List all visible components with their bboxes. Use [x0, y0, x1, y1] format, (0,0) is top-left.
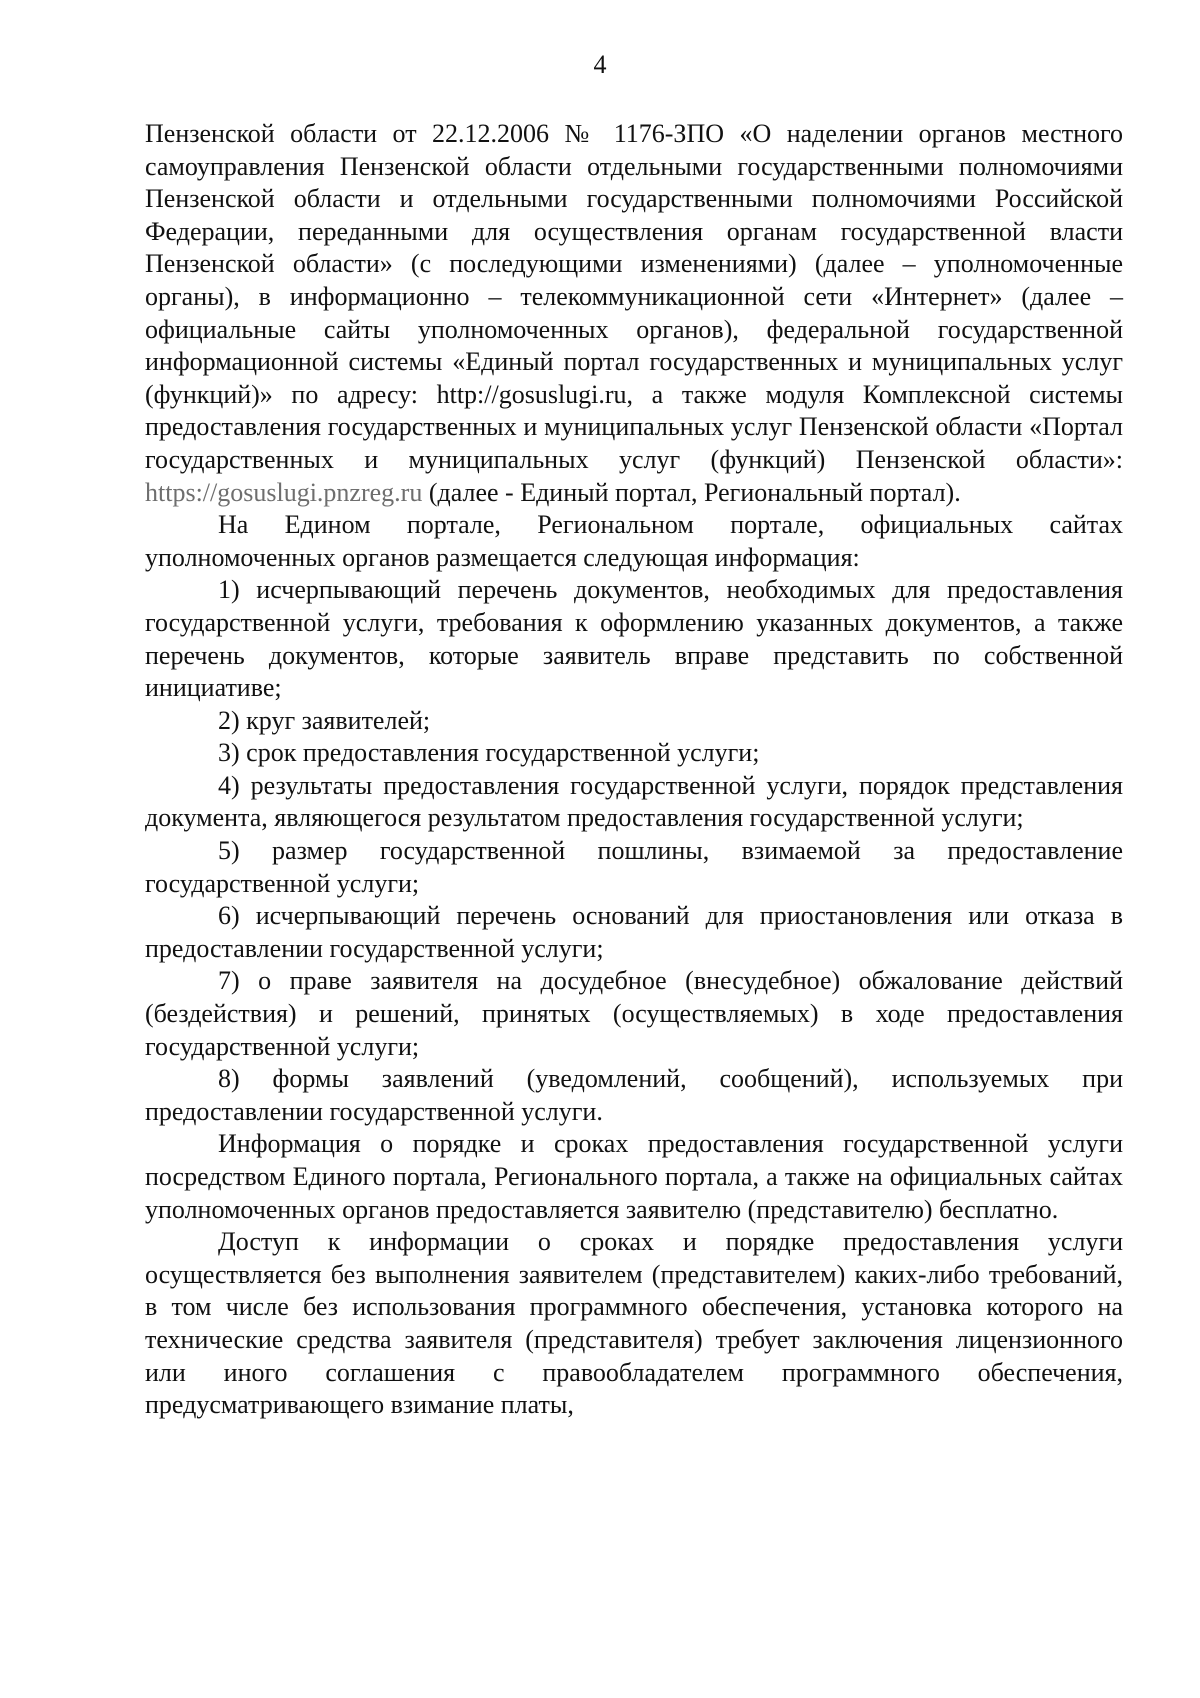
paragraph-text: Пензенской области от 22.12.2006 № 1176-ЗПО «О наделении органов местного самоуправления Пензенской области отдельными государственными полномочиями Пензенской области и отдельными государственными полномочиями Российской Федерации, переданными для осуществления органам государственной власти Пензенской области» (с последующими изменениями) (далее – уполномоченные органы), в информационно – телекоммуникационной сети «Интернет» (далее – официальные сайты уполномоченных органов), федеральной государственной информационной системы «Единый портал государственных и муниципальных услуг (функций)» по адресу: http://gosuslugi.ru, а также модуля Комплексной системы предоставления государственных и муниципальных услуг Пензенской области «Портал государственных и муниципальных услуг (функций) Пензенской области»: [145, 119, 1123, 474]
document-body [145, 118, 1123, 1422]
list-item-2: 2) круг заявителей; [218, 705, 431, 735]
paragraph-text: (далее - Единый портал, Региональный портал). [422, 477, 961, 507]
paragraph-free-info: Информация о порядке и сроках предоставления государственной услуги посредством Единого портала, Регионального портала, а также на официальных сайтах уполномоченных органов предоставляется заявителю (представителю) бесплатно. [145, 1129, 1123, 1224]
paragraph-legal-reference [145, 118, 1123, 509]
list-item-6: 6) исчерпывающий перечень оснований для приостановления или отказа в предоставлении государственной услуги; [145, 901, 1123, 963]
list-item-4: 4) результаты предоставления государственной услуги, порядок представления документа, являющегося результатом предоставления государственной услуги; [145, 770, 1123, 833]
list-item-8: 8) формы заявлений (уведомлений, сообщений), используемых при предоставлении государственной услуги. [145, 1064, 1123, 1126]
regional-portal-url[interactable]: https://gosuslugi.pnzreg.ru [145, 477, 423, 507]
list-item-1: 1) исчерпывающий перечень документов, необходимых для предоставления государственной услуги, требования к оформлению указанных документов, а также перечень документов, которые заявитель вправе представить по собственной инициативе; [145, 575, 1123, 703]
list-item-3: 3) срок предоставления государственной услуги; [218, 738, 760, 768]
list-item-5: 5) размер государственной пошлины, взимаемой за предоставление государственной услуги; [145, 836, 1123, 898]
paragraph-info-intro: На Едином портале, Региональном портале, официальных сайтах уполномоченных органов размещается следующая информация: [145, 510, 1123, 572]
paragraph-access: Доступ к информации о сроках и порядке предоставления услуги осуществляется без выполнения заявителем (представителем) каких-либо требований, в том числе без использования программного обеспечения, установка которого на технические средства заявителя (представителя) требует заключения лицензионного или иного соглашения с правообладателем программного обеспечения, предусматривающего взимание платы, [145, 1227, 1123, 1420]
list-item-7: 7) о праве заявителя на досудебное (внесудебное) обжалование действий (бездействия) и решений, принятых (осуществляемых) в ходе предоставления государственной услуги; [145, 966, 1123, 1061]
page-number: 4 [593, 50, 607, 79]
